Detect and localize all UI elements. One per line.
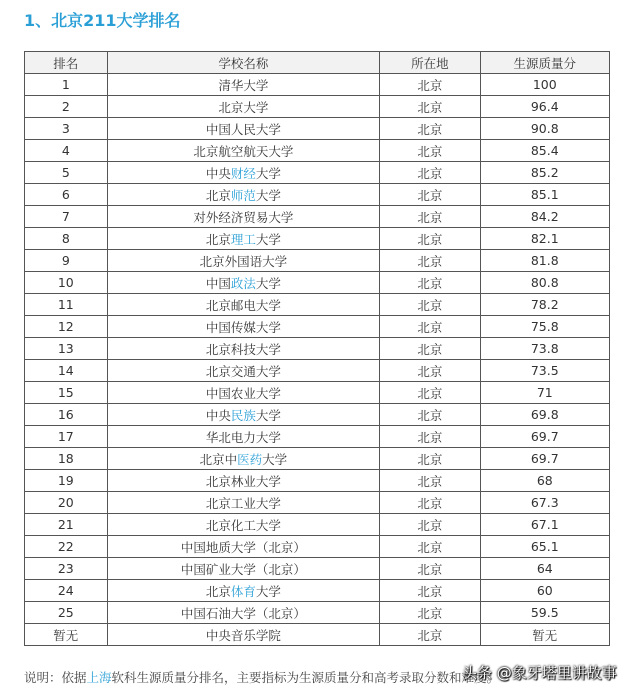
cell-score: 68 bbox=[480, 470, 609, 492]
cell-score: 96.4 bbox=[480, 96, 609, 118]
cell-school-name bbox=[107, 272, 380, 294]
table-row bbox=[25, 316, 610, 338]
table-row bbox=[25, 96, 610, 118]
cell-score: 73.5 bbox=[480, 360, 609, 382]
cell-school-name bbox=[107, 74, 380, 96]
school-name-link[interactable]: 体育 bbox=[230, 583, 256, 599]
school-name-link[interactable]: 师范 bbox=[230, 187, 256, 203]
cell-score: 67.3 bbox=[480, 492, 609, 514]
cell-score: 73.8 bbox=[480, 338, 609, 360]
footnote bbox=[24, 668, 499, 686]
school-name-text: 大学 bbox=[255, 231, 281, 247]
cell-rank: 6 bbox=[25, 184, 108, 206]
cell-rank: 23 bbox=[25, 558, 108, 580]
cell-school-name bbox=[107, 162, 380, 184]
cell-location: 北京 bbox=[380, 316, 480, 338]
school-name-text: 中国 bbox=[205, 275, 231, 291]
school-name-link[interactable]: 理工 bbox=[230, 231, 256, 247]
cell-rank: 16 bbox=[25, 404, 108, 426]
cell-location: 北京 bbox=[380, 360, 480, 382]
cell-rank: 13 bbox=[25, 338, 108, 360]
cell-rank: 暂无 bbox=[25, 624, 108, 646]
cell-score: 64 bbox=[480, 558, 609, 580]
page-title: 1、北京211大学排名 bbox=[24, 11, 181, 30]
cell-location: 北京 bbox=[380, 624, 480, 646]
table-row bbox=[25, 426, 610, 448]
cell-score: 81.8 bbox=[480, 250, 609, 272]
school-name-text: 中国地质大学（北京） bbox=[180, 539, 306, 555]
table-row bbox=[25, 294, 610, 316]
cell-rank: 3 bbox=[25, 118, 108, 140]
table-row bbox=[25, 624, 610, 646]
cell-score: 100 bbox=[480, 74, 609, 96]
cell-school-name bbox=[107, 184, 380, 206]
cell-rank: 21 bbox=[25, 514, 108, 536]
cell-location: 北京 bbox=[380, 250, 480, 272]
ranking-table bbox=[24, 51, 610, 646]
cell-score: 78.2 bbox=[480, 294, 609, 316]
school-name-link[interactable]: 医药 bbox=[237, 451, 263, 467]
table-row bbox=[25, 404, 610, 426]
cell-rank: 11 bbox=[25, 294, 108, 316]
school-name-text: 大学 bbox=[262, 451, 288, 467]
cell-school-name bbox=[107, 206, 380, 228]
footnote-suffix: 软科生源质量分排名，主要指标为生源质量分和高考录取分数和难度。 bbox=[111, 670, 500, 685]
cell-location: 北京 bbox=[380, 492, 480, 514]
cell-score: 75.8 bbox=[480, 316, 609, 338]
cell-location: 北京 bbox=[380, 602, 480, 624]
school-name-text: 大学 bbox=[255, 275, 281, 291]
school-name-text: 大学 bbox=[255, 187, 281, 203]
cell-score: 69.8 bbox=[480, 404, 609, 426]
school-name-text: 大学 bbox=[255, 583, 281, 599]
cell-rank: 17 bbox=[25, 426, 108, 448]
header-score: 生源质量分 bbox=[480, 52, 609, 74]
cell-location: 北京 bbox=[380, 140, 480, 162]
table-row bbox=[25, 118, 610, 140]
cell-rank: 4 bbox=[25, 140, 108, 162]
header-location: 所在地 bbox=[380, 52, 480, 74]
school-name-text: 北京工业大学 bbox=[205, 495, 281, 511]
cell-rank: 9 bbox=[25, 250, 108, 272]
cell-location: 北京 bbox=[380, 162, 480, 184]
table-row bbox=[25, 206, 610, 228]
cell-rank: 14 bbox=[25, 360, 108, 382]
cell-school-name bbox=[107, 382, 380, 404]
cell-score: 67.1 bbox=[480, 514, 609, 536]
cell-school-name bbox=[107, 558, 380, 580]
school-name-text: 清华大学 bbox=[218, 77, 269, 93]
cell-location: 北京 bbox=[380, 448, 480, 470]
table-row bbox=[25, 360, 610, 382]
school-name-text: 对外经济贸易大学 bbox=[193, 209, 294, 225]
table-row bbox=[25, 448, 610, 470]
cell-school-name bbox=[107, 294, 380, 316]
cell-score: 85.2 bbox=[480, 162, 609, 184]
school-name-text: 北京科技大学 bbox=[205, 341, 281, 357]
cell-rank: 24 bbox=[25, 580, 108, 602]
cell-location: 北京 bbox=[380, 338, 480, 360]
cell-location: 北京 bbox=[380, 272, 480, 294]
school-name-text: 北京 bbox=[205, 583, 231, 599]
table-row bbox=[25, 382, 610, 404]
school-name-link[interactable]: 民族 bbox=[230, 407, 256, 423]
school-name-link[interactable]: 政法 bbox=[230, 275, 256, 291]
cell-school-name bbox=[107, 96, 380, 118]
cell-school-name bbox=[107, 426, 380, 448]
table-row bbox=[25, 580, 610, 602]
cell-school-name bbox=[107, 492, 380, 514]
table-header-row bbox=[25, 52, 610, 74]
cell-school-name bbox=[107, 514, 380, 536]
school-name-text: 大学 bbox=[255, 407, 281, 423]
cell-location: 北京 bbox=[380, 228, 480, 250]
cell-score: 80.8 bbox=[480, 272, 609, 294]
school-name-text: 中国石油大学（北京） bbox=[180, 605, 306, 621]
cell-school-name bbox=[107, 360, 380, 382]
school-name-text: 北京林业大学 bbox=[205, 473, 281, 489]
cell-score: 84.2 bbox=[480, 206, 609, 228]
table-row bbox=[25, 338, 610, 360]
cell-score: 90.8 bbox=[480, 118, 609, 140]
cell-score: 暂无 bbox=[480, 624, 609, 646]
cell-rank: 10 bbox=[25, 272, 108, 294]
table-row bbox=[25, 492, 610, 514]
school-name-text: 华北电力大学 bbox=[205, 429, 281, 445]
cell-score: 85.1 bbox=[480, 184, 609, 206]
school-name-text: 北京邮电大学 bbox=[205, 297, 281, 313]
school-name-text: 北京化工大学 bbox=[205, 517, 281, 533]
cell-school-name bbox=[107, 580, 380, 602]
table-row bbox=[25, 514, 610, 536]
cell-school-name bbox=[107, 470, 380, 492]
cell-rank: 25 bbox=[25, 602, 108, 624]
cell-rank: 2 bbox=[25, 96, 108, 118]
cell-location: 北京 bbox=[380, 580, 480, 602]
cell-score: 69.7 bbox=[480, 448, 609, 470]
school-name-text: 北京 bbox=[205, 231, 231, 247]
cell-location: 北京 bbox=[380, 470, 480, 492]
cell-school-name bbox=[107, 250, 380, 272]
table-row bbox=[25, 74, 610, 96]
school-name-text: 北京航空航天大学 bbox=[193, 143, 294, 159]
cell-school-name bbox=[107, 536, 380, 558]
table-row bbox=[25, 184, 610, 206]
cell-rank: 19 bbox=[25, 470, 108, 492]
cell-location: 北京 bbox=[380, 74, 480, 96]
cell-school-name bbox=[107, 338, 380, 360]
cell-score: 59.5 bbox=[480, 602, 609, 624]
cell-rank: 15 bbox=[25, 382, 108, 404]
cell-rank: 8 bbox=[25, 228, 108, 250]
school-name-text: 北京中 bbox=[199, 451, 238, 467]
watermark: 头条 @象牙塔里讲故事 bbox=[462, 664, 617, 682]
cell-school-name bbox=[107, 316, 380, 338]
cell-school-name bbox=[107, 602, 380, 624]
cell-school-name bbox=[107, 448, 380, 470]
cell-school-name bbox=[107, 228, 380, 250]
header-school-name: 学校名称 bbox=[107, 52, 380, 74]
cell-school-name bbox=[107, 118, 380, 140]
table-body bbox=[25, 74, 610, 646]
school-name-text: 北京大学 bbox=[218, 99, 269, 115]
cell-score: 65.1 bbox=[480, 536, 609, 558]
cell-score: 85.4 bbox=[480, 140, 609, 162]
table-row bbox=[25, 470, 610, 492]
table-row bbox=[25, 140, 610, 162]
table-row bbox=[25, 272, 610, 294]
school-name-text: 中央音乐学院 bbox=[205, 627, 281, 643]
cell-location: 北京 bbox=[380, 536, 480, 558]
cell-location: 北京 bbox=[380, 558, 480, 580]
cell-location: 北京 bbox=[380, 206, 480, 228]
cell-rank: 12 bbox=[25, 316, 108, 338]
school-name-text: 中国矿业大学（北京） bbox=[180, 561, 306, 577]
cell-location: 北京 bbox=[380, 118, 480, 140]
cell-rank: 20 bbox=[25, 492, 108, 514]
cell-score: 82.1 bbox=[480, 228, 609, 250]
cell-location: 北京 bbox=[380, 96, 480, 118]
cell-score: 71 bbox=[480, 382, 609, 404]
table-row bbox=[25, 250, 610, 272]
cell-school-name bbox=[107, 404, 380, 426]
table-row bbox=[25, 602, 610, 624]
table-row bbox=[25, 558, 610, 580]
school-name-link[interactable]: 财经 bbox=[230, 165, 256, 181]
cell-location: 北京 bbox=[380, 184, 480, 206]
cell-location: 北京 bbox=[380, 426, 480, 448]
school-name-text: 中央 bbox=[205, 165, 231, 181]
cell-school-name bbox=[107, 624, 380, 646]
cell-location: 北京 bbox=[380, 404, 480, 426]
cell-rank: 22 bbox=[25, 536, 108, 558]
school-name-text: 中央 bbox=[205, 407, 231, 423]
cell-rank: 1 bbox=[25, 74, 108, 96]
school-name-text: 北京 bbox=[205, 187, 231, 203]
footnote-link[interactable]: 上海 bbox=[86, 670, 112, 685]
footnote-prefix: 说明：依据 bbox=[24, 670, 87, 685]
cell-location: 北京 bbox=[380, 514, 480, 536]
cell-school-name bbox=[107, 140, 380, 162]
school-name-text: 中国传媒大学 bbox=[205, 319, 281, 335]
cell-score: 60 bbox=[480, 580, 609, 602]
table-row bbox=[25, 162, 610, 184]
school-name-text: 中国人民大学 bbox=[205, 121, 281, 137]
cell-rank: 18 bbox=[25, 448, 108, 470]
cell-rank: 5 bbox=[25, 162, 108, 184]
cell-score: 69.7 bbox=[480, 426, 609, 448]
header-rank: 排名 bbox=[25, 52, 108, 74]
school-name-text: 北京外国语大学 bbox=[199, 253, 288, 269]
cell-rank: 7 bbox=[25, 206, 108, 228]
cell-location: 北京 bbox=[380, 382, 480, 404]
school-name-text: 大学 bbox=[255, 165, 281, 181]
cell-location: 北京 bbox=[380, 294, 480, 316]
table-row bbox=[25, 536, 610, 558]
table-row bbox=[25, 228, 610, 250]
school-name-text: 中国农业大学 bbox=[205, 385, 281, 401]
school-name-text: 北京交通大学 bbox=[205, 363, 281, 379]
